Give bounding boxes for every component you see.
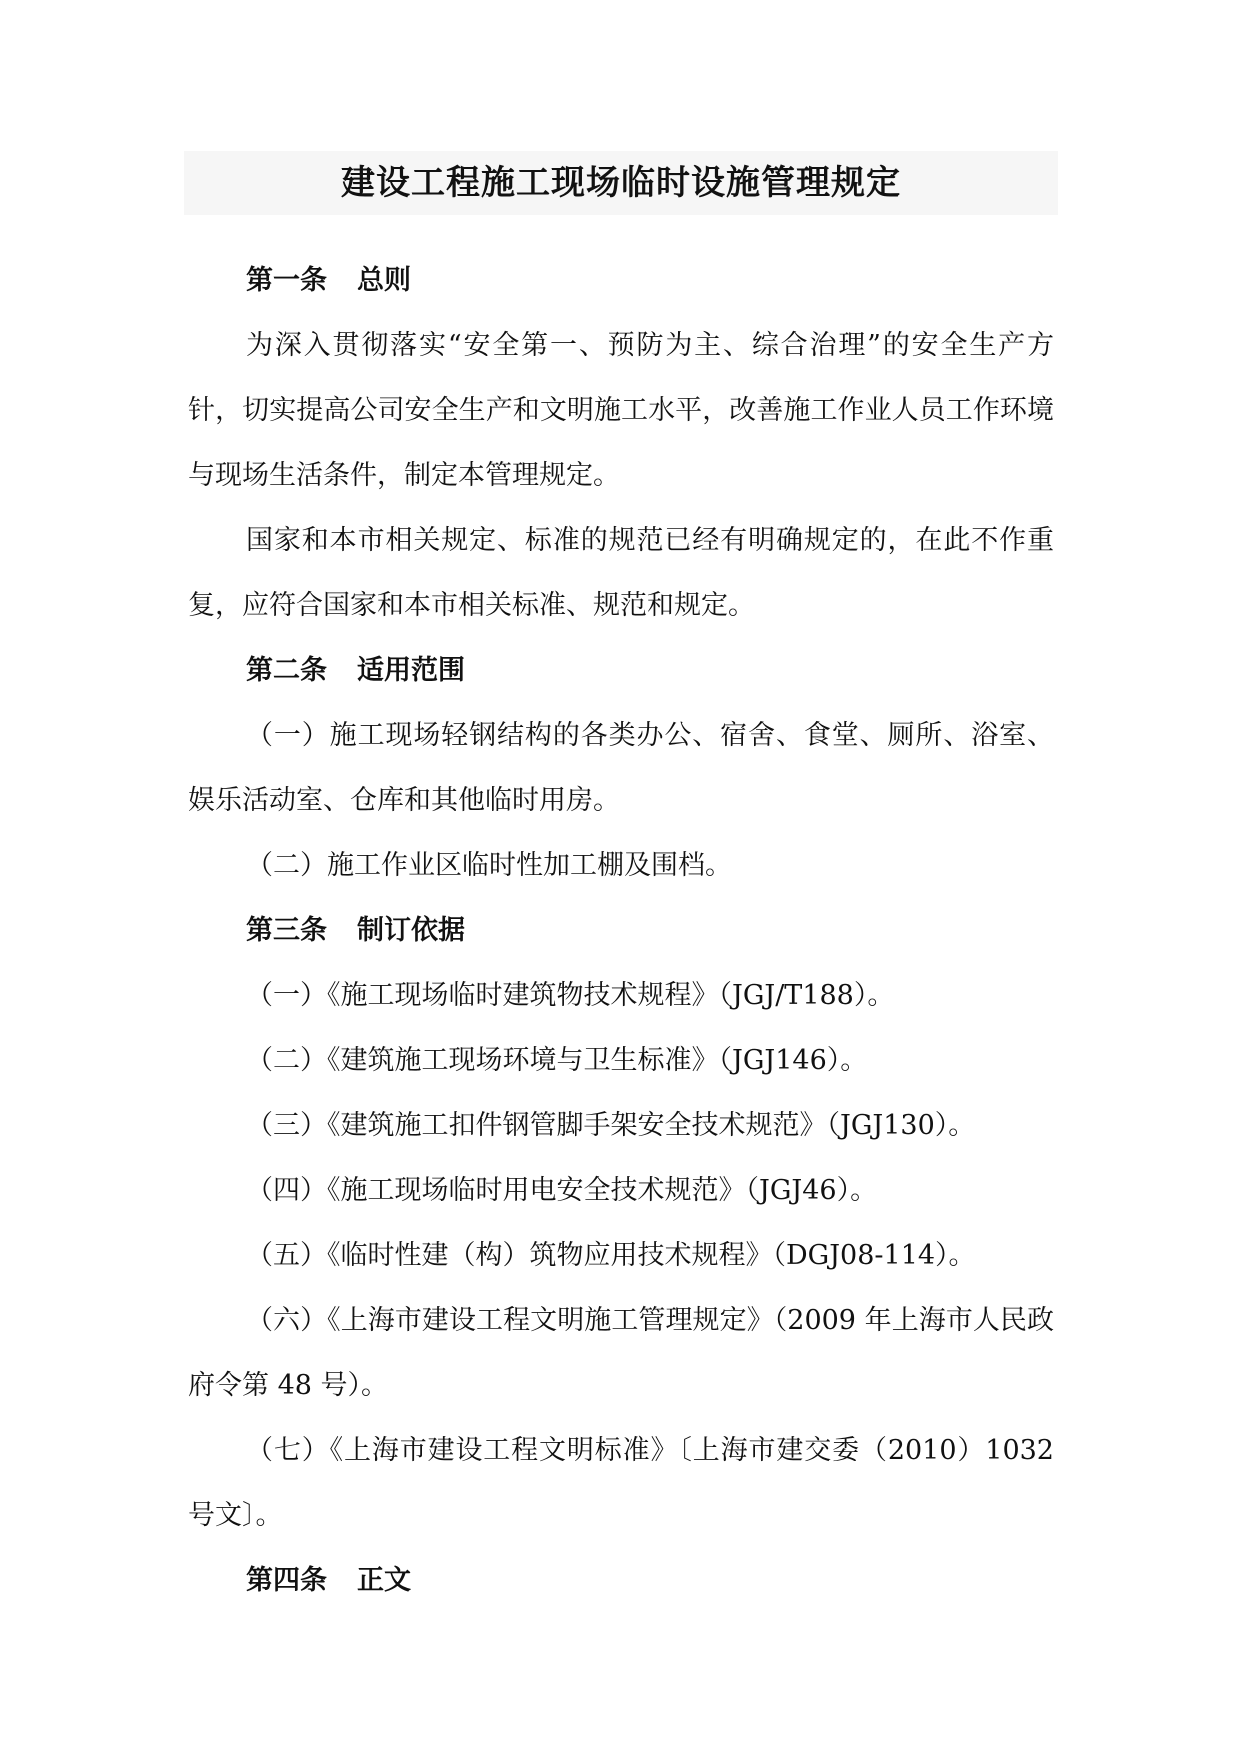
paragraph: （二）施工作业区临时性加工棚及围档。: [246, 850, 732, 881]
paragraph: （五）《临时性建（构）筑物应用技术规程》（DGJ08-114）。: [246, 1240, 976, 1271]
paragraph: （四）《施工现场临时用电安全技术规范》（JGJ46）。: [246, 1175, 878, 1206]
section-title: 制订依据: [357, 915, 465, 946]
document-body: [188, 248, 1054, 1613]
paragraph: （六）《上海市建设工程文明施工管理规定》（2009 年上海市人民政府令第 48 号）。: [188, 1305, 1054, 1401]
section-heading: [188, 248, 1054, 313]
paragraph: （三）《建筑施工扣件钢管脚手架安全技术规范》（JGJ130）。: [246, 1110, 976, 1141]
paragraph: （一）《施工现场临时建筑物技术规程》（JGJ/T188）。: [246, 980, 895, 1011]
section-label: 第一条: [246, 265, 327, 296]
section-heading: [188, 638, 1054, 703]
paragraph: 为深入贯彻落实“安全第一、预防为主、综合治理”的安全生产方针，切实提高公司安全生产和文明施工水平，改善施工作业人员工作环境与现场生活条件，制定本管理规定。: [188, 330, 1054, 491]
section-label: 第四条: [246, 1565, 327, 1596]
section-title: 总则: [357, 265, 411, 296]
section-label: 第二条: [246, 655, 327, 686]
paragraph: （七）《上海市建设工程文明标准》〔上海市建交委（2010）1032 号文〕。: [188, 1435, 1054, 1531]
paragraph: （一）施工现场轻钢结构的各类办公、宿舍、食堂、厕所、浴室、娱乐活动室、仓库和其他临时用房。: [188, 720, 1054, 816]
section-heading: [188, 1548, 1054, 1613]
paragraph: （二）《建筑施工现场环境与卫生标准》（JGJ146）。: [246, 1045, 868, 1076]
document-title: 建设工程施工现场临时设施管理规定: [341, 163, 901, 203]
section-title: 正文: [357, 1565, 411, 1596]
section-heading: [188, 898, 1054, 963]
section-label: 第三条: [246, 915, 327, 946]
section-title: 适用范围: [357, 655, 465, 686]
paragraph: 国家和本市相关规定、标准的规范已经有明确规定的，在此不作重复，应符合国家和本市相关标准、规范和规定。: [188, 525, 1054, 621]
